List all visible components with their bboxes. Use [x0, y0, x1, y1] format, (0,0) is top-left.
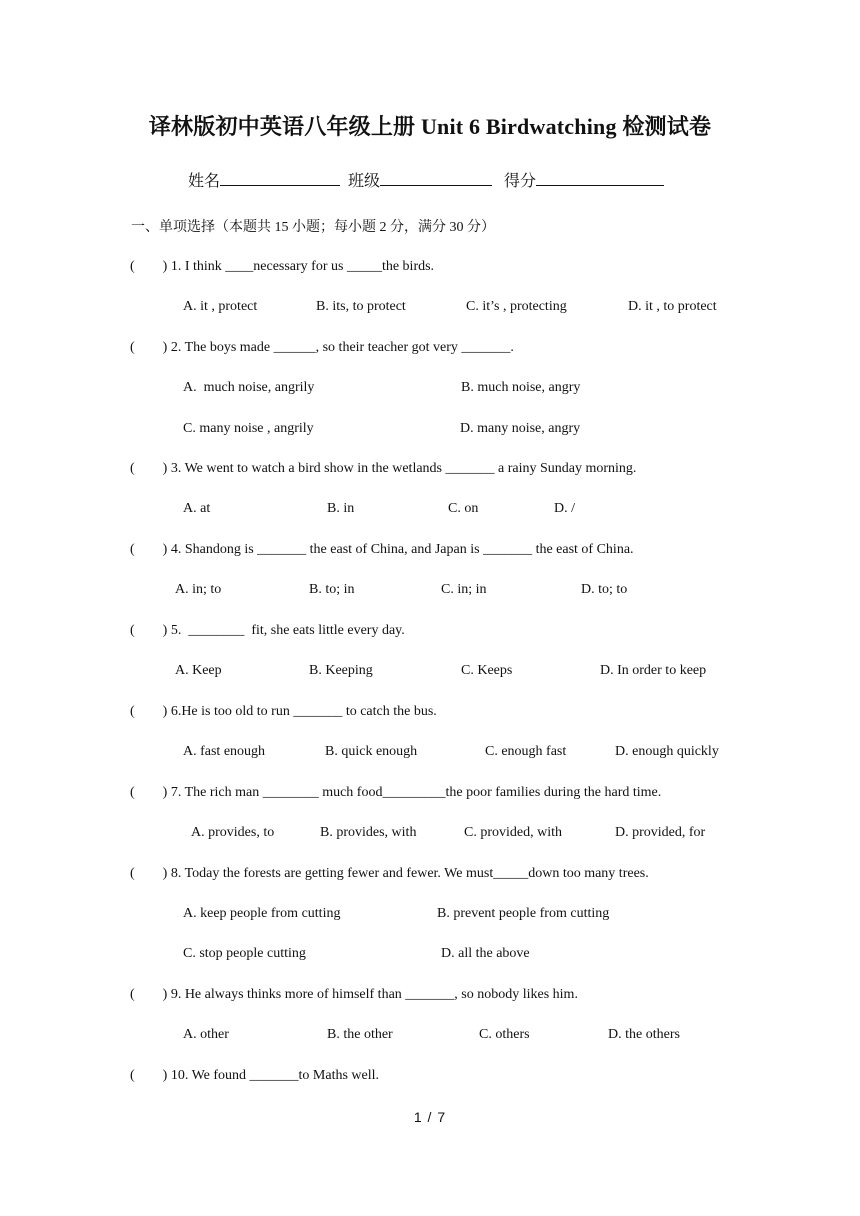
question-2: ( ) 2. The boys made ______, so their teacher got very _______.	[130, 340, 514, 355]
q1-option-c: C. it’s , protecting	[466, 299, 567, 314]
q8-option-c: C. stop people cutting	[183, 946, 306, 961]
section-heading: 一、单项选择（本题共 15 小题；每小题 2 分，满分 30 分）	[131, 220, 495, 235]
q1-option-d: D. it , to protect	[628, 299, 717, 314]
question-5: ( ) 5. ________ fit, she eats little every day.	[130, 623, 405, 638]
question-6: ( ) 6.He is too old to run _______ to catch the bus.	[130, 704, 437, 719]
question-4: ( ) 4. Shandong is _______ the east of China, and Japan is _______ the east of China.	[130, 542, 634, 557]
name-blank	[220, 169, 340, 186]
question-8: ( ) 8. Today the forests are getting fewer and fewer. We must_____down too many trees.	[130, 866, 649, 881]
question-9: ( ) 9. He always thinks more of himself than _______, so nobody likes him.	[130, 987, 578, 1002]
q6-option-c: C. enough fast	[485, 744, 567, 759]
q9-option-a: A. other	[183, 1027, 229, 1042]
q4-option-a: A. in; to	[175, 582, 222, 597]
q5-option-c: C. Keeps	[461, 663, 513, 678]
q5-option-b: B. Keeping	[309, 663, 373, 678]
q3-option-c: C. on	[448, 501, 479, 516]
q7-option-c: C. provided, with	[464, 825, 562, 840]
q2-option-a: A. much noise, angrily	[183, 380, 315, 395]
q3-option-d: D. /	[554, 501, 575, 516]
q9-option-b: B. the other	[327, 1027, 393, 1042]
q8-option-b: B. prevent people from cutting	[437, 906, 610, 921]
q4-option-b: B. to; in	[309, 582, 355, 597]
class-blank	[380, 169, 492, 186]
q9-option-c: C. others	[479, 1027, 530, 1042]
q5-option-a: A. Keep	[175, 663, 222, 678]
q7-option-d: D. provided, for	[615, 825, 706, 840]
q5-option-d: D. In order to keep	[600, 663, 707, 678]
score-label: 得分	[504, 173, 537, 190]
q8-option-d: D. all the above	[441, 946, 530, 961]
class-label: 班级	[347, 173, 380, 190]
q3-option-a: A. at	[183, 501, 211, 516]
question-7: ( ) 7. The rich man ________ much food_________the poor families during the hard time.	[130, 785, 662, 800]
question-10: ( ) 10. We found _______to Maths well.	[130, 1068, 380, 1083]
q6-option-b: B. quick enough	[325, 744, 418, 759]
q2-option-c: C. many noise , angrily	[183, 421, 314, 436]
q2-option-b: B. much noise, angry	[461, 380, 581, 395]
q7-option-b: B. provides, with	[320, 825, 417, 840]
score-blank	[536, 169, 664, 186]
q4-option-d: D. to; to	[581, 582, 628, 597]
student-info-line	[0, 168, 860, 191]
q6-option-d: D. enough quickly	[615, 744, 719, 759]
q1-option-a: A. it , protect	[183, 299, 258, 314]
q4-option-c: C. in; in	[441, 582, 487, 597]
page-number: 1 / 7	[413, 1109, 447, 1125]
q9-option-d: D. the others	[608, 1027, 680, 1042]
q2-option-d: D. many noise, angry	[460, 421, 581, 436]
q6-option-a: A. fast enough	[183, 744, 266, 759]
q8-option-a: A. keep people from cutting	[183, 906, 341, 921]
document-title: 译林版初中英语八年级上册 Unit 6 Birdwatching 检测试卷	[148, 114, 712, 139]
name-label: 姓名	[187, 173, 220, 190]
question-3: ( ) 3. We went to watch a bird show in the wetlands _______ a rainy Sunday morning.	[130, 461, 637, 476]
q3-option-b: B. in	[327, 501, 355, 516]
q7-option-a: A. provides, to	[191, 825, 275, 840]
question-1: ( ) 1. I think ____necessary for us _____the birds.	[130, 259, 435, 274]
q1-option-b: B. its, to protect	[316, 299, 406, 314]
